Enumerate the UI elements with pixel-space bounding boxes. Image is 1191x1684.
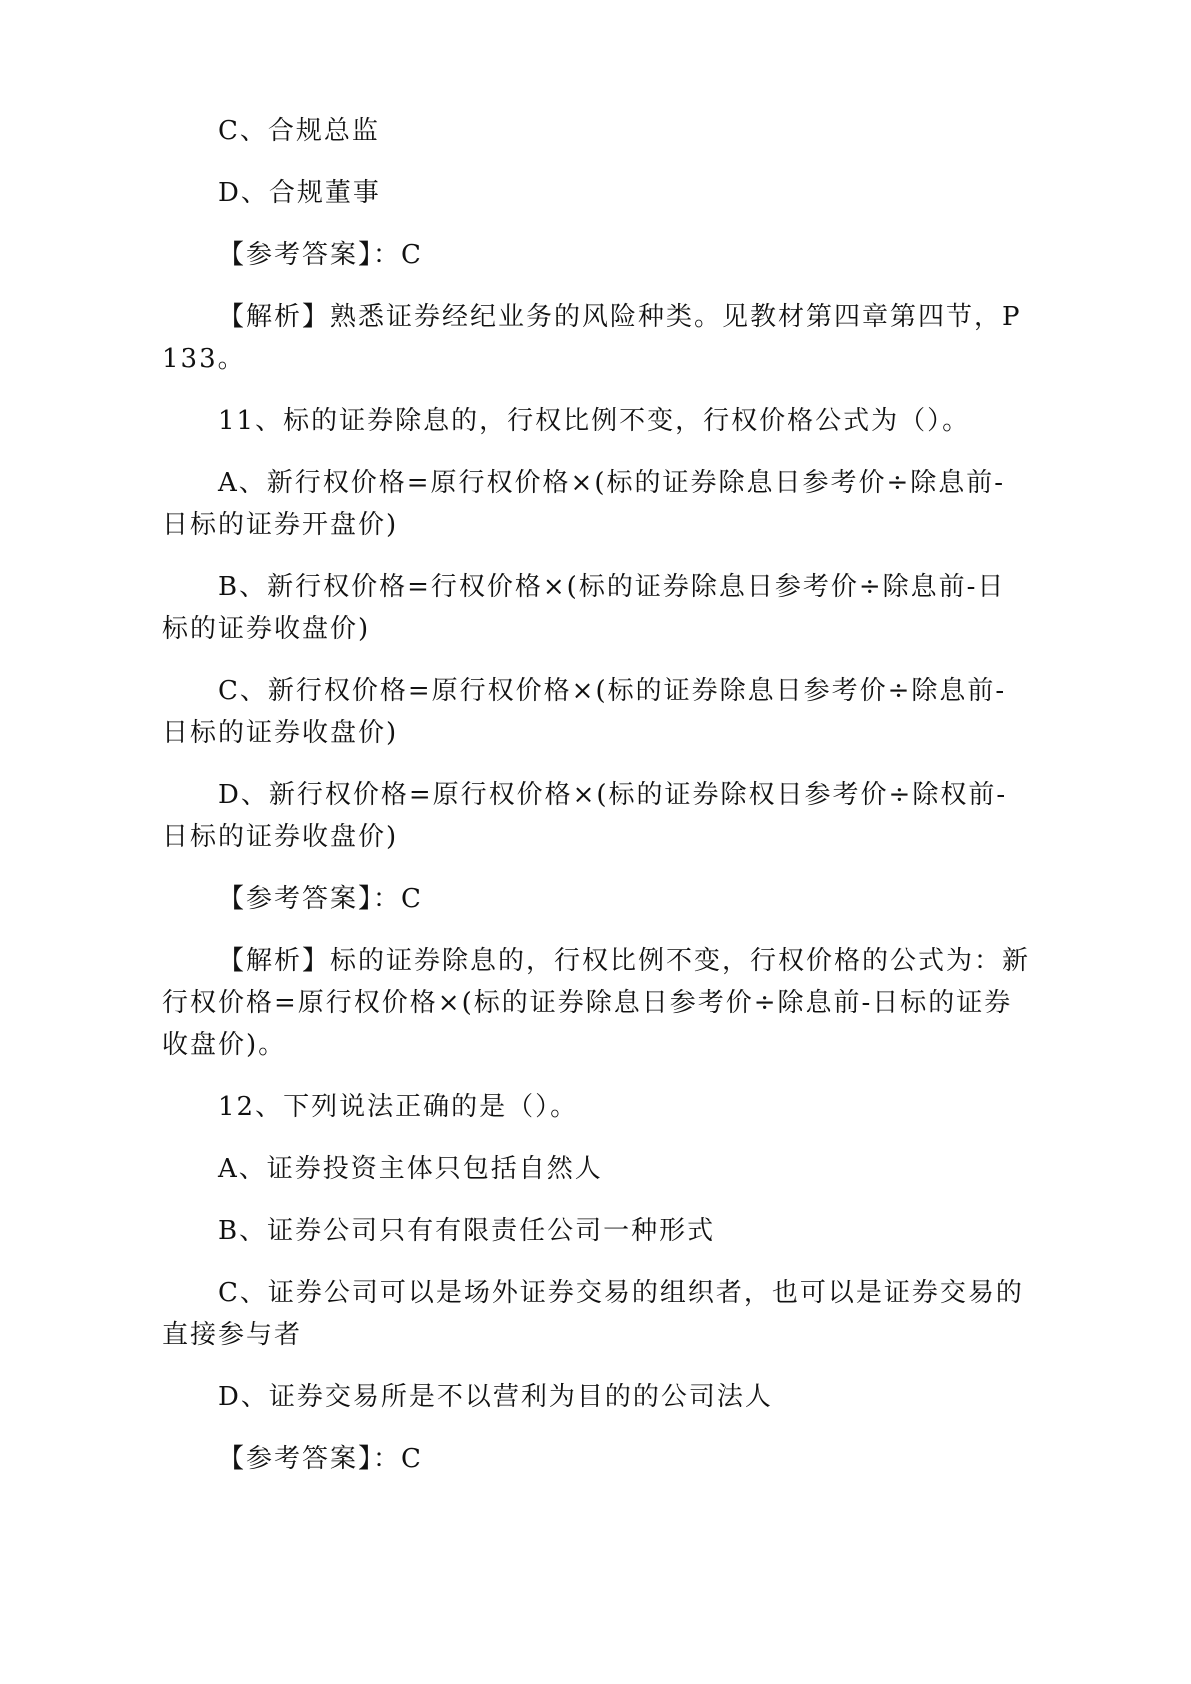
- option-c-q11: C、新行权价格=原行权价格×(标的证券除息日参考价÷除息前-日标的证券收盘价): [162, 676, 1007, 748]
- answer-q11: 【参考答案】：C: [218, 884, 423, 914]
- question-12: 12、下列说法正确的是（）。: [218, 1092, 579, 1122]
- analysis-q11: 【解析】标的证券除息的，行权比例不变，行权价格的公式为：新行权价格=原行权价格×(标的证券除息日参考价÷除息前-日标的证券收盘价)。: [162, 946, 1031, 1060]
- question-11: 11、标的证券除息的，行权比例不变，行权价格公式为（）。: [218, 406, 971, 436]
- option-b-q11: B、新行权价格=行权价格×(标的证券除息日参考价÷除息前-日标的证券收盘价): [162, 572, 1006, 644]
- option-a-q11: A、新行权价格=原行权价格×(标的证券除息日参考价÷除息前-日标的证券开盘价): [162, 468, 1006, 540]
- option-a-q12: A、证券投资主体只包括自然人: [218, 1154, 603, 1184]
- option-d-q12: D、证券交易所是不以营利为目的的公司法人: [218, 1382, 773, 1412]
- analysis-q10: 【解析】熟悉证券经纪业务的风险种类。见教材第四章第四节，P133。: [162, 302, 1022, 374]
- option-b-q12: B、证券公司只有有限责任公司一种形式: [218, 1216, 716, 1246]
- answer-q12: 【参考答案】：C: [218, 1444, 423, 1474]
- option-c-q12: C、证券公司可以是场外证券交易的组织者，也可以是证券交易的直接参与者: [162, 1278, 1024, 1350]
- answer-q10: 【参考答案】：C: [218, 240, 423, 270]
- option-c-q10: C、合规总监: [218, 116, 380, 146]
- document-body: [162, 110, 1030, 1480]
- option-d-q11: D、新行权价格=原行权价格×(标的证券除权日参考价÷除权前-日标的证券收盘价): [162, 780, 1008, 852]
- option-d-q10: D、合规董事: [218, 178, 381, 208]
